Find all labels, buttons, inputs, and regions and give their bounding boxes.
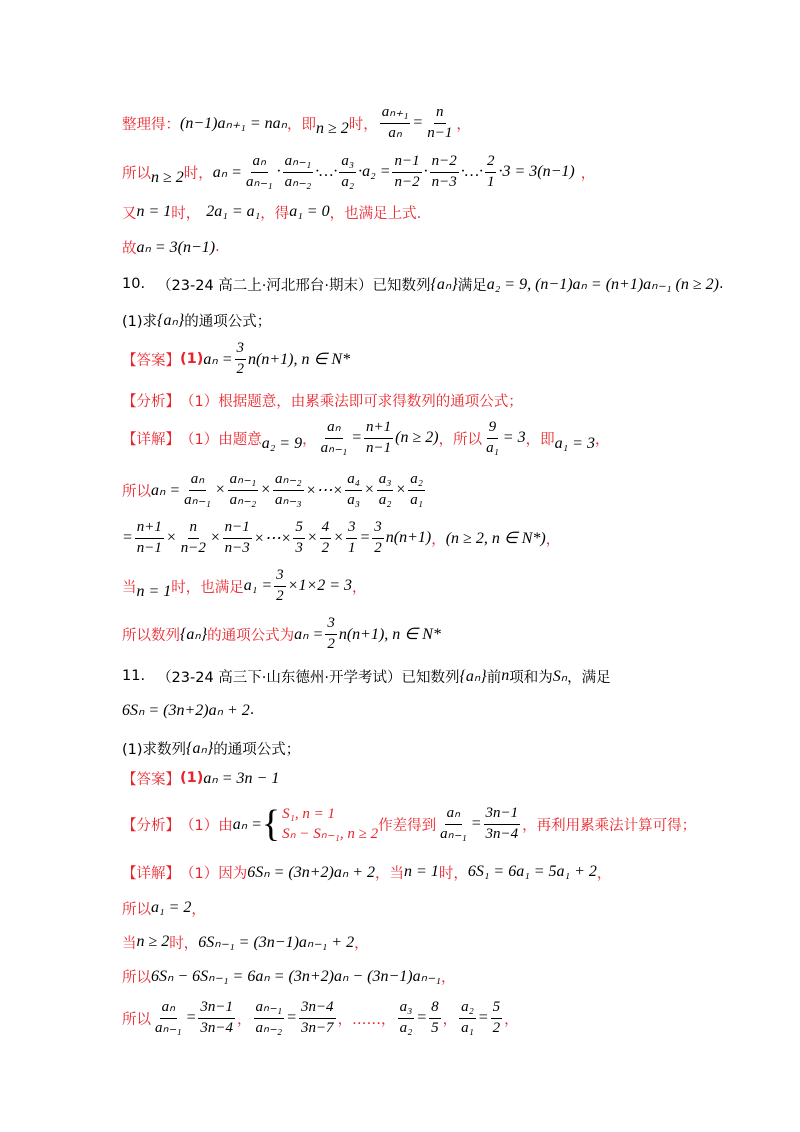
- fraction: $\frac{n}{n-2}$: [180, 519, 206, 556]
- fraction: $\frac{8}{5}$: [431, 999, 439, 1036]
- fraction: $\frac{5}{2}$: [492, 999, 501, 1036]
- text-run: 当: [122, 579, 137, 596]
- problem-number: 11.: [122, 668, 146, 684]
- text-run: ，: [442, 1011, 458, 1028]
- text-run: ，即: [525, 431, 555, 448]
- text-line: [122, 896, 206, 920]
- text-run: 又: [122, 205, 137, 222]
- math-run: 6Sₙ − 6Sₙ₋₁ = 6aₙ = (3n+2)aₙ − (3n−1)aₙ₋₁: [151, 968, 441, 985]
- text-run: ，: [352, 579, 367, 596]
- text-run: ，: [354, 935, 369, 952]
- text-run: (1)求: [122, 313, 158, 330]
- math-run: a₂ = 9, (n−1)aₙ = (n+1)aₙ₋₁ (n ≥ 2): [486, 276, 719, 293]
- equation-line: [122, 698, 254, 722]
- text-run: ，: [596, 865, 612, 882]
- text-run: 作差得到: [378, 817, 437, 834]
- equation-line: [122, 614, 441, 654]
- text-run: ，……，: [337, 1011, 396, 1028]
- text-run: 项和为: [509, 669, 553, 686]
- fraction: $\frac{\text{aₙ}}{\text{aₙ₋₁}}$: [440, 805, 467, 842]
- text-run: ，: [431, 531, 446, 548]
- fraction: $\frac{2}{1}$: [486, 153, 495, 190]
- math-run: aₙ =: [212, 164, 242, 181]
- text-run: ，: [237, 1011, 252, 1028]
- math-run: aₙ = 3n − 1: [203, 770, 280, 787]
- text-line: [122, 930, 369, 954]
- math-run: n: [501, 667, 510, 684]
- math-run: ·…·: [460, 163, 483, 180]
- answer-tag: 【答案】: [122, 352, 180, 369]
- text-run: 满足: [457, 277, 487, 294]
- problem-10-statement: [122, 272, 724, 296]
- equation-line: [122, 998, 519, 1038]
- math-run: aₙ =: [203, 351, 233, 368]
- math-run: a₁ =: [243, 577, 273, 594]
- case-row: S₁, n = 1: [282, 805, 335, 822]
- math-run: {aₙ}: [459, 668, 487, 685]
- fraction: $\frac{9}{\text{a₁}}$: [486, 419, 499, 456]
- text-run: 整理得：: [122, 116, 180, 133]
- fraction: $\frac{3n-1}{3n-4}$: [485, 805, 519, 842]
- text-run: (1): [180, 770, 204, 786]
- text-run: (1): [180, 351, 204, 367]
- equation-line: 所以 aₙ = $\frac{\text{aₙ}}{\text{aₙ₋₁}}$ × $\frac{\text{aₙ₋₁}}{\text{aₙ₋₂}}$ × $\frac{\text{aₙ₋₂}}{\text{aₙ₋₃}}$ ×⋯× $\frac{\text{a₄}}{\text{a₃}}$ × $\frac{\text{a₃}}{\text{a₂}}$ × $\frac{\text{a₂}}{\text{a₁}}$: [122, 471, 423, 508]
- fraction: $\frac{\text{aₙ₋₁}}{\text{aₙ₋₂}}$: [229, 471, 257, 508]
- fraction: $\frac{\text{aₙ₋₁}}{\text{aₙ₋₂}}$: [284, 153, 312, 190]
- detail-line: [122, 860, 611, 884]
- question-part: [122, 736, 300, 760]
- math-run: 6Sₙ₋₁ = (3n−1)aₙ₋₁ + 2: [198, 934, 355, 951]
- text-run: 时，: [348, 116, 378, 133]
- math-run: aₙ =: [232, 816, 262, 833]
- math-run: a₂ = 9: [261, 435, 303, 452]
- answer-tag: 【答案】: [122, 771, 180, 788]
- text-run: ，: [580, 165, 596, 182]
- fraction: $\frac{\text{aₙ₋₂}}{\text{aₙ₋₃}}$: [274, 471, 302, 508]
- text-run: 所以: [122, 165, 151, 182]
- fraction: $\frac{3}{2}$: [374, 519, 382, 556]
- text-run: ，: [440, 969, 456, 986]
- math-run: aₙ =: [151, 482, 181, 499]
- fraction: $\frac{\text{aₙ}}{\text{aₙ₋₁}}$: [184, 471, 211, 508]
- math-run: =: [185, 1009, 197, 1026]
- equation-line: = $\frac{n+1}{n-1}$ × $\frac{n}{n-2}$ × $\frac{n-1}{n-3}$ ×⋯× $\frac{5}{3}$ × $\frac{4}{2}$ × $\frac{3}{1}$ = $\frac{3}{2}$ n(n+1) ， (n ≥ 2, n ∈ N*) ，: [122, 519, 561, 556]
- math-run: ×⋯×: [305, 482, 344, 499]
- text-run: ，: [594, 431, 610, 448]
- text-run: .: [249, 702, 255, 718]
- math-run: =: [351, 429, 362, 446]
- math-run: = 3: [502, 429, 526, 446]
- problem-11-statement: [122, 664, 611, 688]
- math-run: a₁ = 3: [554, 435, 595, 452]
- math-run: 2a₁ = a₁: [206, 203, 261, 220]
- fraction: $\frac{3}{2}$: [327, 615, 335, 652]
- text-run: ，满足: [567, 669, 611, 686]
- math-run: =: [286, 1009, 297, 1026]
- math-run: n(n+1): [385, 529, 432, 546]
- math-run: =: [359, 529, 371, 546]
- text-run: 所以: [122, 901, 151, 918]
- detail-tag: 【详解】: [122, 865, 180, 882]
- math-run: {aₙ}: [180, 626, 208, 643]
- math-run: ·3 = 3(n−1): [498, 163, 575, 180]
- math-run: =: [416, 1009, 428, 1026]
- math-run: ×1×2 = 3: [287, 577, 353, 594]
- text-run: （1）由: [180, 817, 233, 834]
- fraction: $\frac{3}{2}$: [236, 340, 245, 377]
- text-run: 所以: [122, 969, 151, 986]
- math-run: (n−1)aₙ₊₁ = naₙ: [180, 115, 288, 132]
- math-run: n(n+1), n ∈ N*: [248, 351, 351, 368]
- equation-line: [122, 103, 471, 143]
- problem-number: 10.: [122, 276, 146, 292]
- text-run: ，即: [287, 116, 317, 133]
- fraction: $\frac{n+1}{n-1}$: [366, 419, 392, 456]
- text-run: ，: [456, 116, 471, 133]
- math-run: 6Sₙ = (3n+2)aₙ + 2: [122, 702, 250, 719]
- fraction: $\frac{\text{aₙ}}{\text{aₙ₋₁}}$: [245, 153, 273, 190]
- math-run: aₙ =: [294, 626, 324, 643]
- math-run: 6Sₙ = (3n+2)aₙ + 2: [247, 864, 376, 881]
- text-line: [122, 200, 421, 224]
- fraction: $\frac{3n-1}{3n-4}$: [200, 999, 234, 1036]
- fraction: $\frac{\text{aₙ}}{\text{aₙ₋₁}}$: [320, 419, 348, 456]
- math-run: aₙ = 3(n−1): [136, 239, 216, 256]
- fraction: $\frac{\text{aₙ}}{\text{aₙ₋₁}}$: [155, 999, 182, 1036]
- text-run: ，所以: [438, 431, 483, 448]
- text-run: （1）根据题意，由累乘法即可求得数列的通项公式；: [180, 393, 523, 410]
- math-run: n ≥ 2: [136, 933, 170, 950]
- question-part: [122, 308, 271, 332]
- fraction: $\frac{n-1}{n-2}$: [394, 153, 420, 190]
- math-run: =: [470, 815, 482, 832]
- analysis-tag: 【分析】: [122, 393, 180, 410]
- text-run: 的通项公式；: [184, 313, 272, 330]
- text-run: ，: [504, 1011, 519, 1028]
- answer-line: [122, 766, 279, 790]
- fraction: $\frac{\text{aₙ₋₁}}{\text{aₙ₋₂}}$: [255, 999, 283, 1036]
- text-run: ，: [302, 431, 317, 448]
- analysis-line: [122, 388, 523, 412]
- text-run: 的通项公式为: [207, 627, 295, 644]
- text-run: 时，: [171, 205, 201, 222]
- detail-tag: 【详解】: [122, 431, 180, 448]
- text-run: 故: [122, 240, 137, 257]
- math-run: =: [412, 114, 424, 131]
- text-run: 时，: [183, 165, 213, 182]
- math-run: n ≥ 2: [316, 120, 349, 137]
- text-run: .: [215, 239, 220, 255]
- text-run: ，也满足上式.: [329, 205, 422, 222]
- math-run: n(n+1), n ∈ N*: [338, 626, 441, 643]
- text-line: [122, 235, 220, 259]
- math-run: {aₙ}: [157, 312, 185, 329]
- math-run: n = 1: [136, 203, 172, 220]
- fraction: $\frac{n-2}{n-3}$: [431, 153, 457, 190]
- text-run: 所以: [122, 1011, 151, 1028]
- fraction: $\frac{n-1}{n-3}$: [224, 519, 250, 556]
- math-run: (n ≥ 2): [395, 429, 439, 446]
- fraction: $\frac{\text{a₃}}{\text{a₂}}$: [378, 471, 392, 508]
- text-run: 所以: [122, 483, 151, 500]
- math-run: {aₙ}: [430, 276, 458, 293]
- text-run: 时，也满足: [171, 579, 244, 596]
- text-run: ，: [545, 531, 561, 548]
- math-run: ×⋯×: [253, 530, 292, 547]
- text-run: .: [718, 276, 724, 292]
- fraction: $\frac{n+1}{n-1}$: [136, 519, 162, 556]
- analysis-tag: 【分析】: [122, 817, 180, 834]
- text-run: ，得: [260, 205, 290, 222]
- answer-line: [122, 339, 350, 379]
- math-run: ·…·: [315, 163, 338, 180]
- fraction: $\frac{\text{a₄}}{\text{a₃}}$: [347, 471, 360, 508]
- fraction: $\frac{\text{a₃}}{\text{a₂}}$: [341, 153, 355, 190]
- math-run: a₁ = 0: [289, 203, 330, 220]
- math-run: n ≥ 2: [151, 169, 184, 186]
- text-run: ，再利用累乘法计算可得；: [522, 817, 697, 834]
- fraction: $\frac{4}{2}$: [321, 519, 330, 556]
- fraction: $\frac{3}{1}$: [347, 519, 356, 556]
- math-run: (n ≥ 2, n ∈ N*): [445, 530, 546, 547]
- math-run: ·a₂ =: [358, 163, 391, 180]
- fraction: $\frac{n}{n-1}$: [427, 104, 453, 141]
- text-run: (1)求数列: [122, 741, 187, 758]
- text-run: （23-24 高三下·山东德州·开学考试）已知数列: [157, 669, 460, 686]
- equation-line: 所以 n ≥ 2 时， aₙ = $\frac{\text{aₙ}}{\text{aₙ₋₁}}$ · $\frac{\text{aₙ₋₁}}{\text{aₙ₋₂}}$ ·…· $\frac{\text{a₃}}{\text{a₂}}$ ·a₂ = $\frac{n-1}{n-2}$ · $\frac{n-2}{n-3}$ ·…· $\frac{2}{1}$ ·3 = 3(n−1) ，: [122, 153, 596, 190]
- fraction: $\frac{5}{3}$: [295, 519, 303, 556]
- math-run: =: [477, 1009, 489, 1026]
- text-run: 时，: [169, 935, 199, 952]
- math-run: =: [122, 529, 133, 546]
- case-row: Sₙ − Sₙ₋₁, n ≥ 2: [282, 826, 379, 842]
- detail-line: [122, 418, 609, 458]
- text-line: [122, 964, 455, 988]
- text-run: 所以数列: [122, 627, 180, 644]
- fraction: $\frac{\text{a₂}}{\text{a₁}}$: [410, 471, 423, 508]
- math-run: n = 1: [404, 863, 439, 880]
- text-run: 当: [122, 935, 137, 952]
- fraction: $\frac{3}{2}$: [276, 567, 284, 604]
- text-run: 的通项公式；: [213, 741, 301, 758]
- text-run: 时，: [438, 865, 468, 882]
- text-run: ，: [191, 901, 206, 918]
- analysis-line: [122, 800, 696, 848]
- math-run: Sₙ: [552, 668, 568, 685]
- text-run: （1）由题意: [180, 431, 262, 448]
- equation-line: [122, 566, 367, 606]
- fraction: $\frac{3n-4}{3n-7}$: [300, 999, 334, 1036]
- math-run: {aₙ}: [186, 740, 214, 757]
- text-run: 前: [486, 669, 502, 686]
- fraction: $\frac{\text{a₂}}{\text{a₁}}$: [461, 999, 474, 1036]
- text-run: ，当: [375, 865, 405, 882]
- math-run: n = 1: [136, 583, 172, 600]
- fraction: $\frac{\text{aₙ₊₁}}{\text{aₙ}}$: [381, 104, 409, 141]
- text-run: （23-24 高二上·河北邢台·期末）已知数列: [157, 277, 431, 294]
- math-run: a₁ = 2: [151, 899, 192, 916]
- fraction: $\frac{\text{a₃}}{\text{a₂}}$: [399, 999, 413, 1036]
- text-run: （1）因为: [180, 865, 248, 882]
- math-run: 6S₁ = 6a₁ = 5a₁ + 2: [467, 863, 597, 880]
- piecewise-brace: { S₁, n = 1 Sₙ − Sₙ₋₁, n ≥ 2: [261, 803, 379, 845]
